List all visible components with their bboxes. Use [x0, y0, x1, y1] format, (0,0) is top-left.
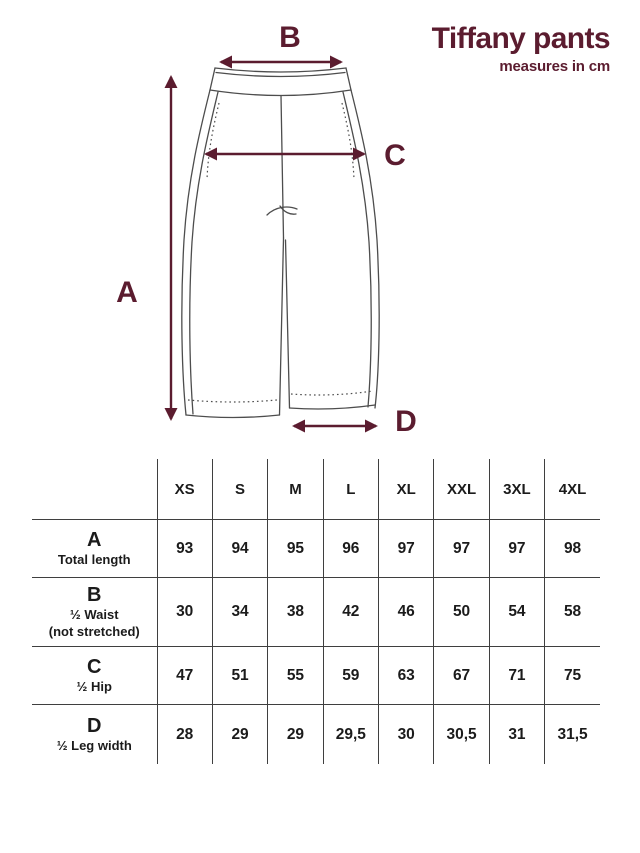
row-desc-c: ½ Hip: [76, 678, 112, 694]
size-header-l: L: [323, 459, 378, 520]
left-inseam: [280, 238, 284, 415]
dim-label-d: D: [395, 405, 417, 438]
size-header-row: [32, 459, 600, 520]
left-hem-edge: [186, 415, 280, 418]
right-hem-edge: [290, 405, 376, 409]
cell-d-3xl: 31: [489, 705, 544, 765]
cell-c-xs: 47: [157, 647, 212, 705]
size-header-xxl: XXL: [434, 459, 489, 520]
size-header-s: S: [212, 459, 267, 520]
row-label-c: [32, 647, 157, 705]
cell-c-xl: 63: [379, 647, 434, 705]
row-desc-a: Total length: [57, 551, 131, 567]
table-row-leg-width: [32, 705, 600, 765]
left-hem-stitch: [188, 400, 277, 402]
cell-d-xs: 28: [157, 705, 212, 765]
right-outer-seam: [351, 90, 379, 408]
page-subtitle: measures in cm: [499, 58, 610, 75]
cell-a-4xl: 98: [545, 520, 600, 578]
center-front-seam: [281, 96, 284, 239]
pants-outline: [182, 68, 379, 418]
cell-a-xl: 97: [379, 520, 434, 578]
cell-d-m: 29: [268, 705, 323, 765]
cell-a-m: 95: [268, 520, 323, 578]
dim-label-c: C: [384, 139, 406, 172]
cell-d-xl: 30: [379, 705, 434, 765]
cell-d-xxl: 30,5: [434, 705, 489, 765]
size-table: [32, 459, 600, 764]
row-letter-d: D: [87, 714, 102, 737]
cell-d-l: 29,5: [323, 705, 378, 765]
cell-a-3xl: 97: [489, 520, 544, 578]
row-desc-d: ½ Leg width: [56, 737, 132, 753]
cell-c-xxl: 67: [434, 647, 489, 705]
right-hem-stitch: [291, 391, 373, 395]
cell-a-xs: 93: [157, 520, 212, 578]
row-label-d: [32, 705, 157, 765]
cell-c-m: 55: [268, 647, 323, 705]
right-panel-seam: [343, 92, 371, 407]
table-row-total-length: [32, 520, 600, 578]
cell-a-xxl: 97: [434, 520, 489, 578]
table-corner-cell: [32, 459, 157, 520]
cell-a-l: 96: [323, 520, 378, 578]
size-header-xl: XL: [379, 459, 434, 520]
cell-c-4xl: 75: [545, 647, 600, 705]
size-header-xs: XS: [157, 459, 212, 520]
row-letter-a: A: [87, 528, 102, 551]
left-outer-seam: [182, 90, 210, 415]
waistband: [210, 68, 351, 96]
table-row-hip: [32, 647, 600, 705]
cell-b-l: 42: [323, 578, 378, 647]
cell-c-l: 59: [323, 647, 378, 705]
page-title: Tiffany pants: [431, 22, 610, 55]
cell-b-s: 34: [212, 578, 267, 647]
size-header-4xl: 4XL: [545, 459, 600, 520]
waistband-inner-line: [216, 73, 345, 77]
row-letter-c: C: [87, 655, 102, 678]
size-header-3xl: 3XL: [489, 459, 544, 520]
cell-d-4xl: 31,5: [545, 705, 600, 765]
dim-label-a: A: [116, 276, 138, 309]
cell-c-s: 51: [212, 647, 267, 705]
cell-b-xxl: 50: [434, 578, 489, 647]
row-letter-b: B: [87, 583, 102, 606]
cell-b-xl: 46: [379, 578, 434, 647]
row-desc-b: ½ Waist: [69, 606, 119, 622]
right-inseam: [286, 240, 290, 408]
cell-c-3xl: 71: [489, 647, 544, 705]
size-header-m: M: [268, 459, 323, 520]
fly-detail: [267, 206, 297, 215]
cell-d-s: 29: [212, 705, 267, 765]
row-label-a: [32, 520, 157, 578]
dim-label-b: B: [279, 21, 301, 54]
cell-b-xs: 30: [157, 578, 212, 647]
left-panel-seam: [190, 92, 218, 414]
row-label-b: [32, 578, 157, 647]
row-desc-b-note: (not stretched): [48, 623, 140, 639]
cell-a-s: 94: [212, 520, 267, 578]
cell-b-3xl: 54: [489, 578, 544, 647]
cell-b-4xl: 58: [545, 578, 600, 647]
cell-b-m: 38: [268, 578, 323, 647]
table-row-waist: [32, 578, 600, 647]
